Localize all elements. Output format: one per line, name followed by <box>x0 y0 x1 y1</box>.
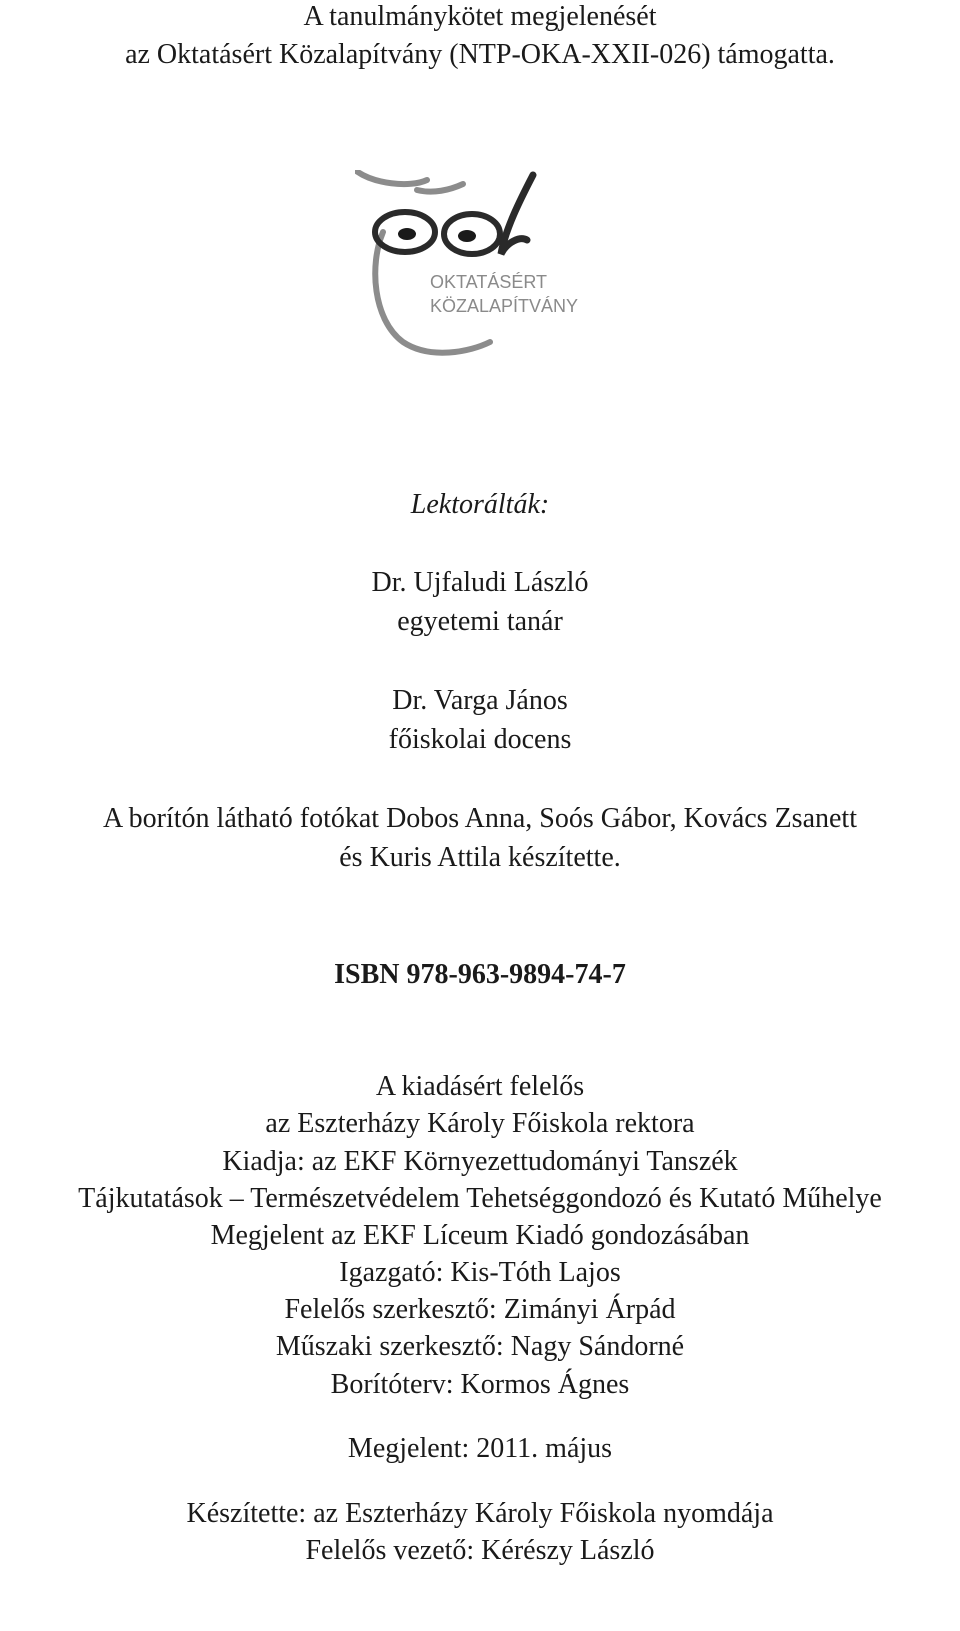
foundation-logo <box>355 170 625 370</box>
photo-credit-line-1: A borítón látható fotókat Dobos Anna, Soós Gábor, Kovács Zsanett <box>103 803 857 834</box>
imprint-line: Megjelent az EKF Líceum Kiadó gondozásában <box>210 1220 750 1251</box>
imprint-line: A kiadásért felelős <box>375 1071 585 1102</box>
imprint-line: Igazgató: Kis-Tóth Lajos <box>339 1257 621 1288</box>
publication-date: Megjelent: 2011. május <box>347 1433 613 1464</box>
funding-line-2: az Oktatásért Közalapítvány (NTP-OKA-XXII-026) támogatta. <box>125 39 835 70</box>
reviewer-2-title: főiskolai docens <box>388 724 572 755</box>
funding-line-1: A tanulmánykötet megjelenését <box>303 1 657 32</box>
isbn: ISBN 978-963-9894-74-7 <box>334 959 626 990</box>
imprint-line: Tájkutatások – Természetvédelem Tehetséggondozó és Kutató Műhelye <box>78 1183 882 1214</box>
reviewer-1-name: Dr. Ujfaludi László <box>371 567 589 598</box>
imprint-line: Műszaki szerkesztő: Nagy Sándorné <box>275 1331 685 1362</box>
imprint-line: az Eszterházy Károly Főiskola rektora <box>265 1108 695 1139</box>
photo-credit-line-2: és Kuris Attila készítette. <box>339 842 621 873</box>
printing-line-2: Felelős vezető: Kérészy László <box>305 1535 655 1566</box>
logo-text-line-1: OKTATÁSÉRT <box>430 272 548 292</box>
imprint-line: Borítóterv: Kormos Ágnes <box>330 1369 630 1400</box>
reviewers-heading: Lektorálták: <box>410 489 550 520</box>
logo-text-line-2: KÖZALAPÍTVÁNY <box>430 296 579 316</box>
imprint-line: Kiadja: az EKF Környezettudományi Tanszék <box>222 1146 738 1177</box>
printing-line-1: Készítette: az Eszterházy Károly Főiskola nyomdája <box>186 1498 774 1529</box>
reviewer-2-name: Dr. Varga János <box>392 685 568 716</box>
reviewer-1-title: egyetemi tanár <box>397 606 563 637</box>
imprint-line: Felelős szerkesztő: Zimányi Árpád <box>284 1294 676 1325</box>
